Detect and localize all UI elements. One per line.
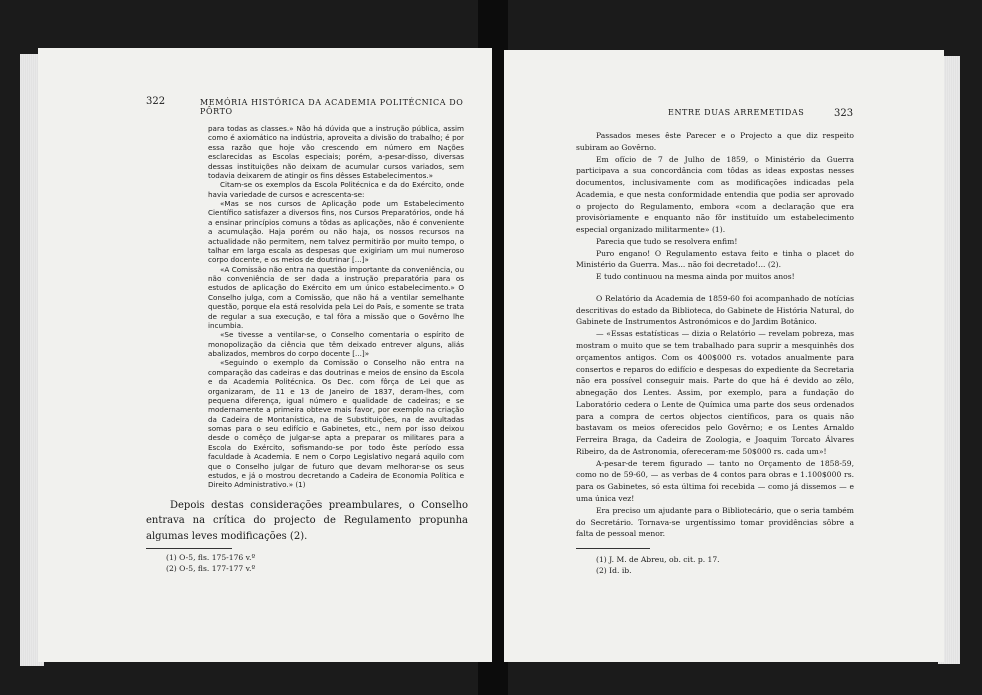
body-paragraph: Passados meses êste Parecer e o Projecto a que diz respeito subiram ao Govêrno. [576, 131, 854, 152]
body-paragraph: — «Essas estatísticas — dizia o Relatório — revelam pobreza, mas mostram o muito que se tem trabalhado para suprir a mesquinhês dos orçamentos antigos. Com os 400$000 rs. votados anualmente para consertos e reparos do edifício e despesas do expediente da Secretaria não era possível conseguir mais. Parte do que há é devido ao zêlo, abnegação dos Lentes. Assim, por exemplo, para a fundação do Laboratório cedera o Lente de Química uma parte dos seus ordenados para a compra de certos objectos científicos, para os quais não bastavam os meios oferecidos pelo Govêrno; e os Lentes Arnaldo Ferreira Braga, da Cadeira de Zoologia, e Joaquim Torcato Álvares Ribeiro, da de Astronomia, ofereceram-me 50$000 rs. cada um»! [576, 329, 854, 456]
quote-paragraph: «Seguindo o exemplo da Comissão o Conselho não entra na comparação das cadeiras e das doutrinas e meios de ensino da Escola e da Academia Politécnica. Os Dec. com fôrça de Lei que as organizaram, de 11 e 13 de Janeiro de 1837, deram-lhes, com pequena diferença, igual número e qualidade de cadeiras; e se modernamente a primeira obteve mais favor, por exemplo na criação da Cadeira de Montanística, na de Substituições, na de avultadas somas para o seu edifício e Gabinetes, etc., nem por isso deixou desde o comêço de julgar-se apta a preparar os militares para a Escola do Exército, sofismando-se por todo êste período essa faculdade à Academia. E nem o Corpo Legislativo negará aquilo com que o Conselho julgar de futuro que devam melhorar-se os seus estudos, e já o mostrou decretando a Cadeira de Economia Política e Direito Administrativo.» (1) [208, 358, 464, 490]
body-paragraph: Era preciso um ajudante para o Bibliotecário, que o seria também do Secretário. Tornava-se urgentíssimo tomar providências sôbre a falta de pessoal menor. [576, 505, 854, 539]
left-page-number: 322 [146, 96, 166, 107]
footnote: (2) Id. ib. [596, 566, 632, 575]
quote-paragraph: para todas as classes.» Não há dúvida que a instrução pública, assim como é axiomático na indústria, aproveita a divisão do trabalho; é por essa razão que hoje vão crescendo em número em Nações esclarecidas as Escolas especiais; porém, a-pesar-disso, diversas dessas instituições não deixam de acumular cursos variados, sem todavia deixarem de atingir os fins dêsses Estabelecimentos.» [208, 124, 464, 180]
left-running-head: MEMÓRIA HISTÓRICA DA ACADEMIA POLITÉCNICA DO PÔRTO [200, 98, 464, 116]
body-paragraph: E tudo continuou na mesma ainda por muitos anos! [596, 272, 795, 282]
left-page [38, 48, 492, 662]
right-body-text [576, 130, 854, 540]
body-paragraph: Puro engano! O Regulamento estava feito e tinha o placet do Ministério da Guerra. Mas... não foi decretado!... (2). [576, 248, 854, 270]
quoted-passage [208, 124, 464, 490]
quote-paragraph: «A Comissão não entra na questão importante da conveniência, ou não conveniência de ser dada a instrução preparatória para os estudos de aplicação do Exército em um único estabelecimento.» O Conselho julga, com a Comissão, que não há a ventilar semelhante questão, porque ela está resolvida pela Lei do País, e somente se trata de regular a sua execução, e tal fôra a missão que o Govêrno lhe incumbia. [208, 264, 464, 330]
body-paragraph: Parecia que tudo se resolvera enfim! [596, 236, 738, 246]
left-footnotes [166, 552, 255, 574]
footnote: (2) O-5, fls. 177-177 v.º [166, 564, 256, 573]
body-paragraph: O Relatório da Academia de 1859-60 foi acompanhado de notícias descritivas do estado da Biblioteca, do Gabinete de História Natural, do Gabinete de Instrumentos Astronómicos e do Jardim Botânico. [576, 293, 854, 327]
right-running-head: ENTRE DUAS ARREMETIDAS [668, 108, 805, 117]
footnote: (1) O-5, fls. 175-176 v.º [166, 553, 256, 562]
quote-paragraph: «Se tivesse a ventilar-se, o Conselho comentaria o espírito de monopolização da ciência que têm deixado entrever alguns, aliás abalizados, membros do corpo docente [...]» [208, 330, 464, 358]
quote-paragraph: Citam-se os exemplos da Escola Politécnica e da do Exército, onde havia variedade de cursos e acrescenta-se: [208, 180, 464, 199]
right-page [504, 50, 944, 662]
footnote-rule [576, 548, 650, 549]
right-page-number: 323 [834, 108, 854, 119]
footnote-rule [146, 548, 232, 549]
right-footnotes [596, 554, 720, 576]
body-paragraph: Em ofício de 7 de Julho de 1859, o Ministério da Guerra participava a sua concordância com tôdas as ideas expostas nesses documentos, inclusivamente com as modificações indicadas pela Academia, e que nesta conformidade entendia que podia ser aprovado o projecto do Regulamento, embora «com a declaração que era provisòriamente e enquanto não fôr instituído um estabelecimento especial organizado militarmente» (1). [576, 154, 854, 235]
quote-paragraph: «Mas se nos cursos de Aplicação pode um Estabelecimento Científico satisfazer a diversos fins, nos Cursos Preparatórios, onde há a ensinar princípios comuns a tôdas as aplicações, não é conveniente a acumulação. Haja porém ou não haja, os nossos recursos na actualidade não permitem, nem talvez permitirão por muito tempo, o talhar em larga escala as despesas que exigiriam um mui numeroso corpo docente, e os meios de doutrinar [...]» [208, 199, 464, 265]
footnote: (1) J. M. de Abreu, ob. cit. p. 17. [596, 555, 720, 564]
body-paragraph: Depois destas considerações preambulares, o Conselho entrava na crítica do projecto de Regulamento propunha algumas leves modificações (2). [146, 500, 468, 542]
body-paragraph: A-pesar-de terem figurado — tanto no Orçamento de 1858-59, como no de 59-60, — as verbas de 4 contos para obras e 1.100$000 rs. para os Gabinetes, só esta última foi recebida — como já dissemos — e uma única vez! [576, 458, 854, 503]
left-body-text [146, 498, 468, 544]
